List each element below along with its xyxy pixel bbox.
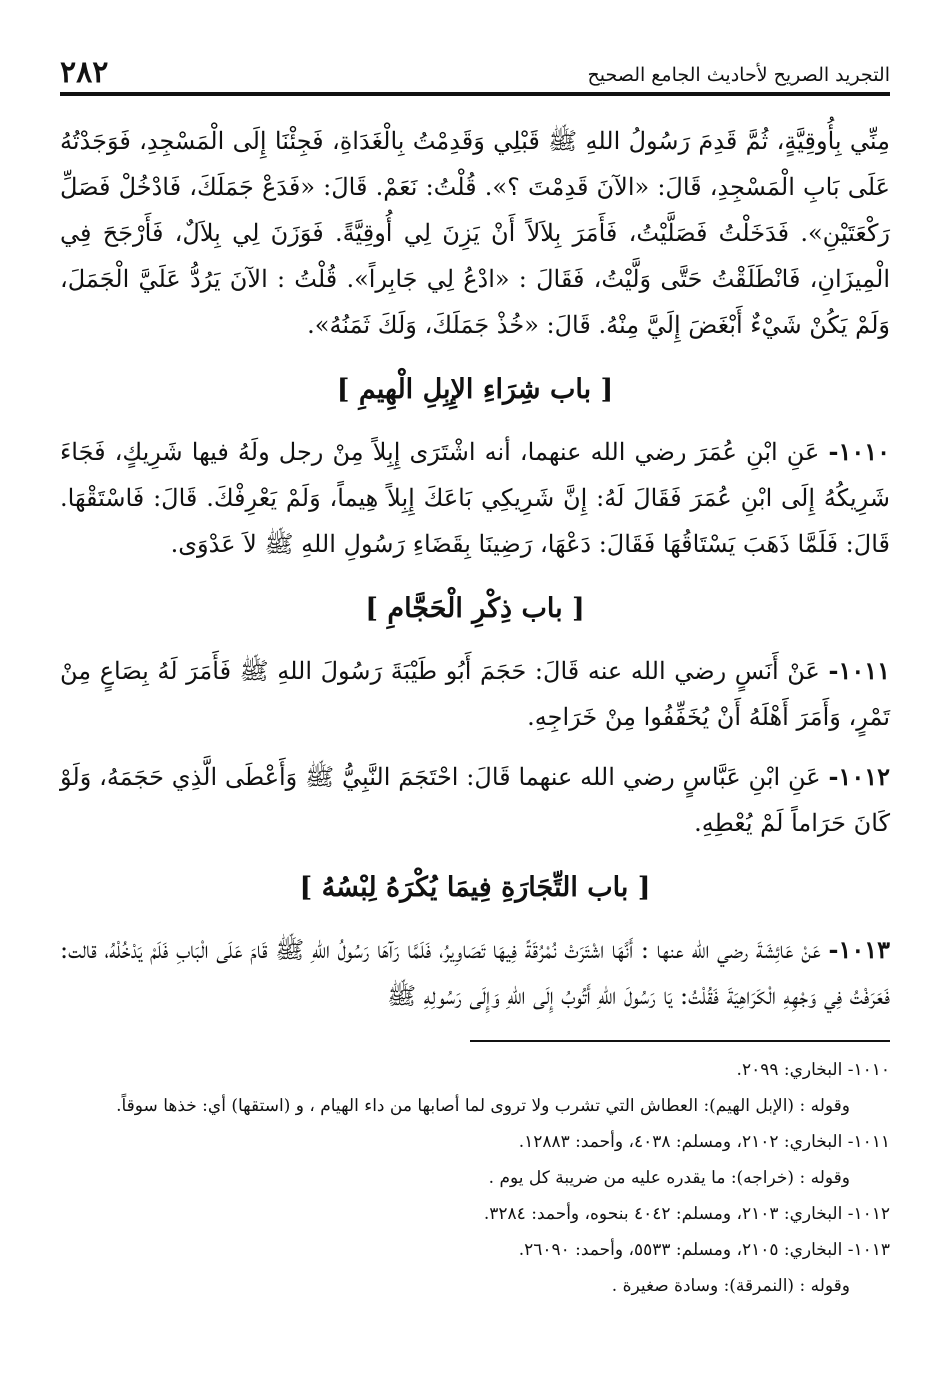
footnote: وقوله : (الإبل الهيم): العطاش التي تشرب ولا تروى لما أصابها من داء الهيام ، و (استقها) أي: خذها سوقاً. <box>116 1096 850 1116</box>
footnotes <box>60 1058 890 1310</box>
footnote: ١٠١٣- البخاري: ٢١٠٥، ومسلم: ٥٥٣٣، وأحمد: ٢٦٠٩٠. <box>518 1240 890 1260</box>
footnote: ١٠١٠- البخاري: ٢٠٩٩. <box>736 1060 890 1080</box>
hadith-text: عَنِ ابْنِ عَبَّاسٍ رضي الله عنهما قَالَ: احْتَجَمَ النَّبِيُّ ﷺ وَأَعْطَى الَّذِي حَجَمَهُ، وَلَوْ كَانَ حَرَاماً لَمْ يُعْطِهِ. <box>60 763 890 837</box>
hadith-number: ١٠١٣- <box>828 935 890 964</box>
hadith-number: ١٠١٢- <box>828 762 890 791</box>
running-title: التجريد الصريح لأحاديث الجامع الصحيح <box>587 64 890 86</box>
chapter-heading: [ باب شِرَاءِ الإِبِلِ الْهِيمِ ] <box>336 374 614 405</box>
hadith-paragraph <box>60 648 890 740</box>
hadith-number: ١٠١١- <box>828 656 890 685</box>
hadith-text: عَنْ عَائِشَةَ رضي الله عنها : أَنَّهَا اشْتَرَتْ نُمْرُقَةً فِيهَا تَصَاوِيرُ، فَلَمَّا رَآهَا رَسُولُ اللهِ ﷺ قَامَ عَلَى الْبَابِ فَلَمْ يَدْخُلْهُ، قالت: فَعَرَفْتُ فِي وَجْهِهِ الْكَرَاهِيَةَ فَقُلْتُ: يَا رَسُولَ اللهِ أَتُوبُ إِلَى اللهِ وَإِلَى رَسُولِهِ ﷺ <box>60 936 890 1010</box>
hadith-text: عَنْ أَنَسٍ رضي الله عنه قَالَ: حَجَمَ أَبُو طَيْبَةَ رَسُولَ اللهِ ﷺ فَأَمَرَ لَهُ بِصَاعٍ مِنْ تَمْرٍ، وَأَمَرَ أَهْلَهُ أَنْ يُخَفِّفُوا مِنْ خَرَاجِهِ. <box>60 657 890 731</box>
hadith-text: عَنِ ابْنِ عُمَرَ رضي الله عنهما، أنه اشْتَرَى إِبِلاً مِنْ رجل ولَهُ فيها شَرِيكٍ، فَجَاءَ شَرِيكُهُ إِلَى ابْنِ عُمَرَ فَقَالَ لَهُ: إِنَّ شَرِيكِي بَاعَكَ إِبِلاً هِيماً، وَلَمْ يَعْرِفْكَ. قَالَ: فَاسْتَقْهَا. قَالَ: فَلَمَّا ذَهَبَ يَسْتَاقُهَا فَقَالَ: دَعْهَا، رَضِينَا بِقَضَاءِ رَسُولِ اللهِ ﷺ لاَ عَدْوَى. <box>60 438 890 558</box>
hadith-paragraph <box>60 927 890 1019</box>
chapter-heading: [ باب التِّجَارَةِ فِيمَا يُكْرَهُ لِبْسُهُ ] <box>299 872 651 903</box>
hadith-paragraph <box>60 429 890 567</box>
header-rule <box>60 92 890 96</box>
sections <box>60 374 890 1019</box>
hadith-number: ١٠١٠- <box>828 437 890 466</box>
footnote: وقوله : (خراجه): ما يقدره عليه من ضريبة كل يوم . <box>488 1168 850 1188</box>
main-text <box>60 118 890 1033</box>
page-number: ٢٨٢ <box>60 55 109 90</box>
footnote-rule <box>470 1040 890 1042</box>
footnote: ١٠١٢- البخاري: ٢١٠٣، ومسلم: ٤٠٤٢ بنحوه، وأحمد: ٣٢٨٤. <box>483 1204 890 1224</box>
footnote: ١٠١١- البخاري: ٢١٠٢، ومسلم: ٤٠٣٨، وأحمد: ١٢٨٨٣. <box>518 1132 890 1152</box>
page-header <box>60 48 890 92</box>
footnote: وقوله : (النمرقة): وسادة صغيرة . <box>611 1276 850 1296</box>
chapter-heading: [ باب ذِكْرِ الْحَجَّامِ ] <box>365 593 585 624</box>
hadith-paragraph <box>60 754 890 846</box>
continuation-paragraph: مِنِّي بِأُوقِيَّةٍ، ثُمَّ قَدِمَ رَسُولُ اللهِ ﷺ قَبْلِي وَقَدِمْتُ بِالْغَدَاةِ، فَجِئْنَا إِلَى الْمَسْجِدِ، فَوَجَدْتُهُ عَلَى بَابِ الْمَسْجِدِ، قَالَ: «الآنَ قَدِمْتَ ؟». قُلْتُ: نَعَمْ. قَالَ: «فَدَعْ جَمَلَكَ، فَادْخُلْ فَصَلِّ رَكْعَتَيْنِ». فَدَخَلْتُ فَصَلَّيْتُ، فَأَمَرَ بِلاَلاً أَنْ يَزِنَ لِي أُوقِيَّةً. فَوَزَنَ لِي بِلاَلٌ، فَأَرْجَحَ فِي الْمِيزَانِ، فَانْطَلَقْتُ حَتَّى وَلَّيْتُ، فَقَالَ : «ادْعُ لِي جَابِراً». قُلْتُ : الآنَ يَرُدُّ عَلَيَّ الْجَمَلَ، وَلَمْ يَكُنْ شَيْءٌ أَبْغَضَ إِلَيَّ مِنْهُ. قَالَ: «خُذْ جَمَلَكَ، وَلَكَ ثَمَنُهُ». <box>60 127 890 339</box>
